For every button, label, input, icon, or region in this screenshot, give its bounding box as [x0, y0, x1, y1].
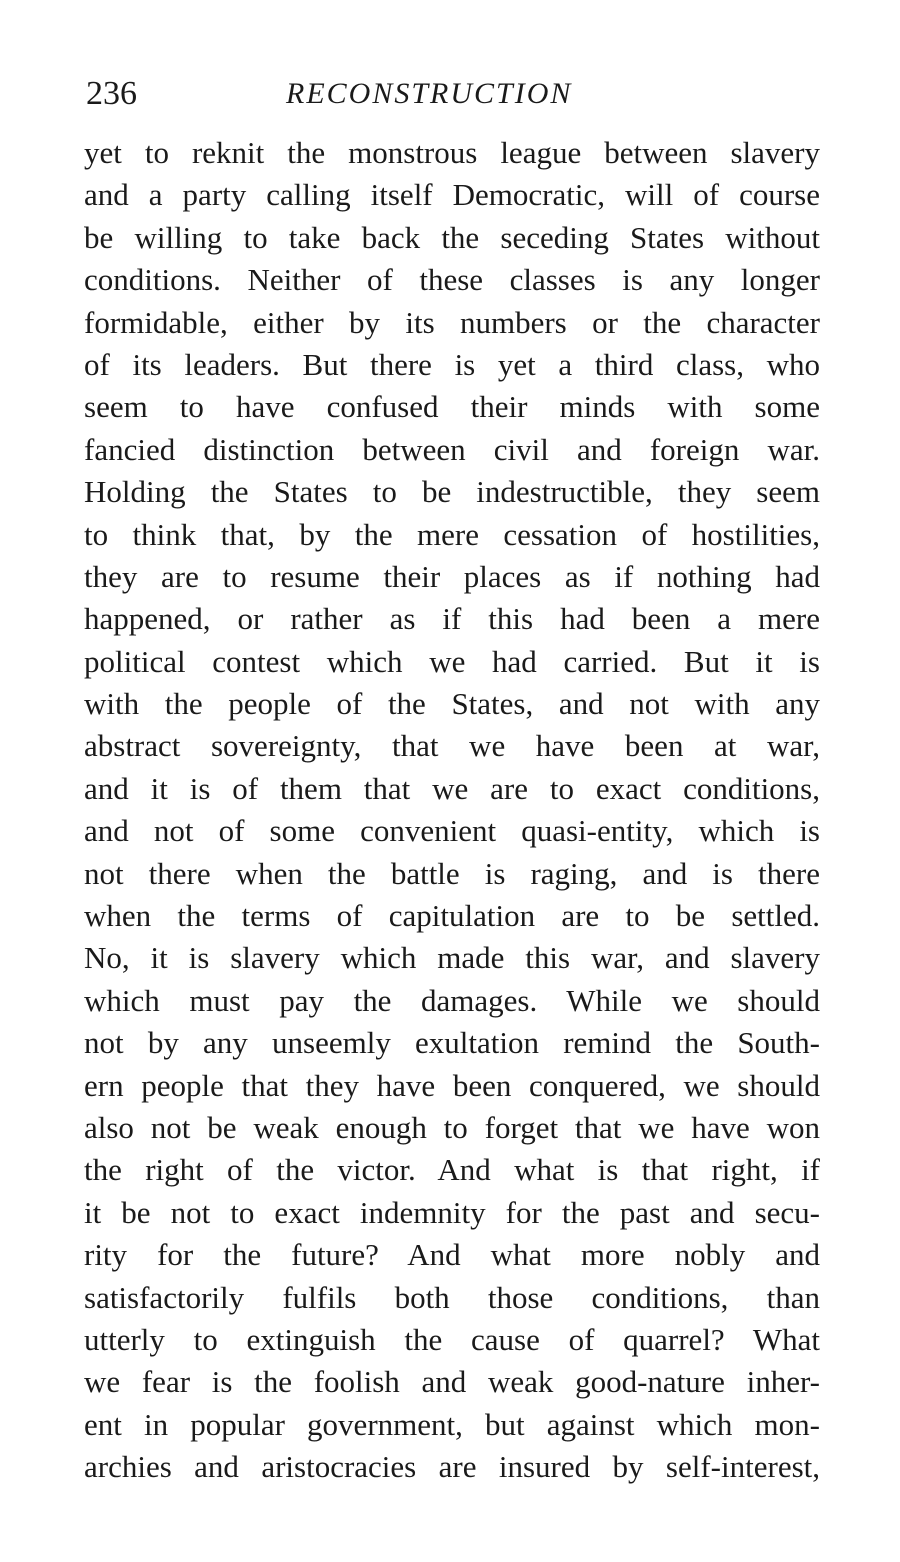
running-title: RECONSTRUCTION — [286, 77, 573, 110]
text-line: No, it is slavery which made this war, and slavery — [84, 940, 820, 976]
text-line: to think that, by the mere cessation of hostilities, — [84, 516, 820, 552]
text-line: we fear is the foolish and weak good-nature inher- — [84, 1364, 820, 1400]
text-line: with the people of the States, and not with any — [84, 686, 820, 722]
text-line: and a party calling itself Democratic, will of course — [84, 177, 820, 213]
text-line: not by any unseemly exultation remind the South- — [84, 1025, 820, 1061]
text-line: archies and aristocracies are insured by self-interest, — [84, 1449, 820, 1485]
text-line: happened, or rather as if this had been a mere — [84, 601, 820, 637]
text-line: Holding the States to be indestructible, they seem — [84, 474, 820, 510]
text-line: also not be weak enough to forget that we have won — [84, 1109, 820, 1145]
text-line: conditions. Neither of these classes is any longer — [84, 262, 820, 298]
running-head — [86, 72, 820, 116]
text-line: be willing to take back the seceding States without — [84, 219, 820, 255]
text-line: the right of the victor. And what is that right, if — [84, 1152, 820, 1188]
text-line: ern people that they have been conquered, we should — [84, 1067, 820, 1103]
text-line: seem to have confused their minds with some — [84, 389, 820, 425]
text-line: fancied distinction between civil and foreign war. — [84, 431, 820, 467]
text-line: and not of some convenient quasi-entity, which is — [84, 813, 820, 849]
text-line: of its leaders. But there is yet a third class, who — [84, 346, 820, 382]
text-line: rity for the future? And what more nobly and — [84, 1237, 820, 1273]
text-line: ent in popular government, but against which mon- — [84, 1406, 820, 1442]
text-line: political contest which we had carried. But it is — [84, 643, 820, 679]
text-line: abstract sovereignty, that we have been at war, — [84, 728, 820, 764]
text-line: utterly to extinguish the cause of quarrel? What — [84, 1321, 820, 1357]
text-line: formidable, either by its numbers or the character — [84, 304, 820, 340]
text-line: they are to resume their places as if nothing had — [84, 558, 820, 594]
text-line: yet to reknit the monstrous league between slavery — [84, 135, 820, 170]
body-text — [84, 132, 820, 1489]
text-line: satisfactorily fulfils both those conditions, than — [84, 1279, 820, 1315]
text-line: when the terms of capitulation are to be settled. — [84, 898, 820, 934]
text-line: which must pay the damages. While we should — [84, 982, 820, 1018]
page-number: 236 — [86, 75, 137, 112]
text-line: not there when the battle is raging, and is there — [84, 855, 820, 891]
text-line: it be not to exact indemnity for the past and secu- — [84, 1194, 820, 1230]
text-line: and it is of them that we are to exact conditions, — [84, 770, 820, 806]
